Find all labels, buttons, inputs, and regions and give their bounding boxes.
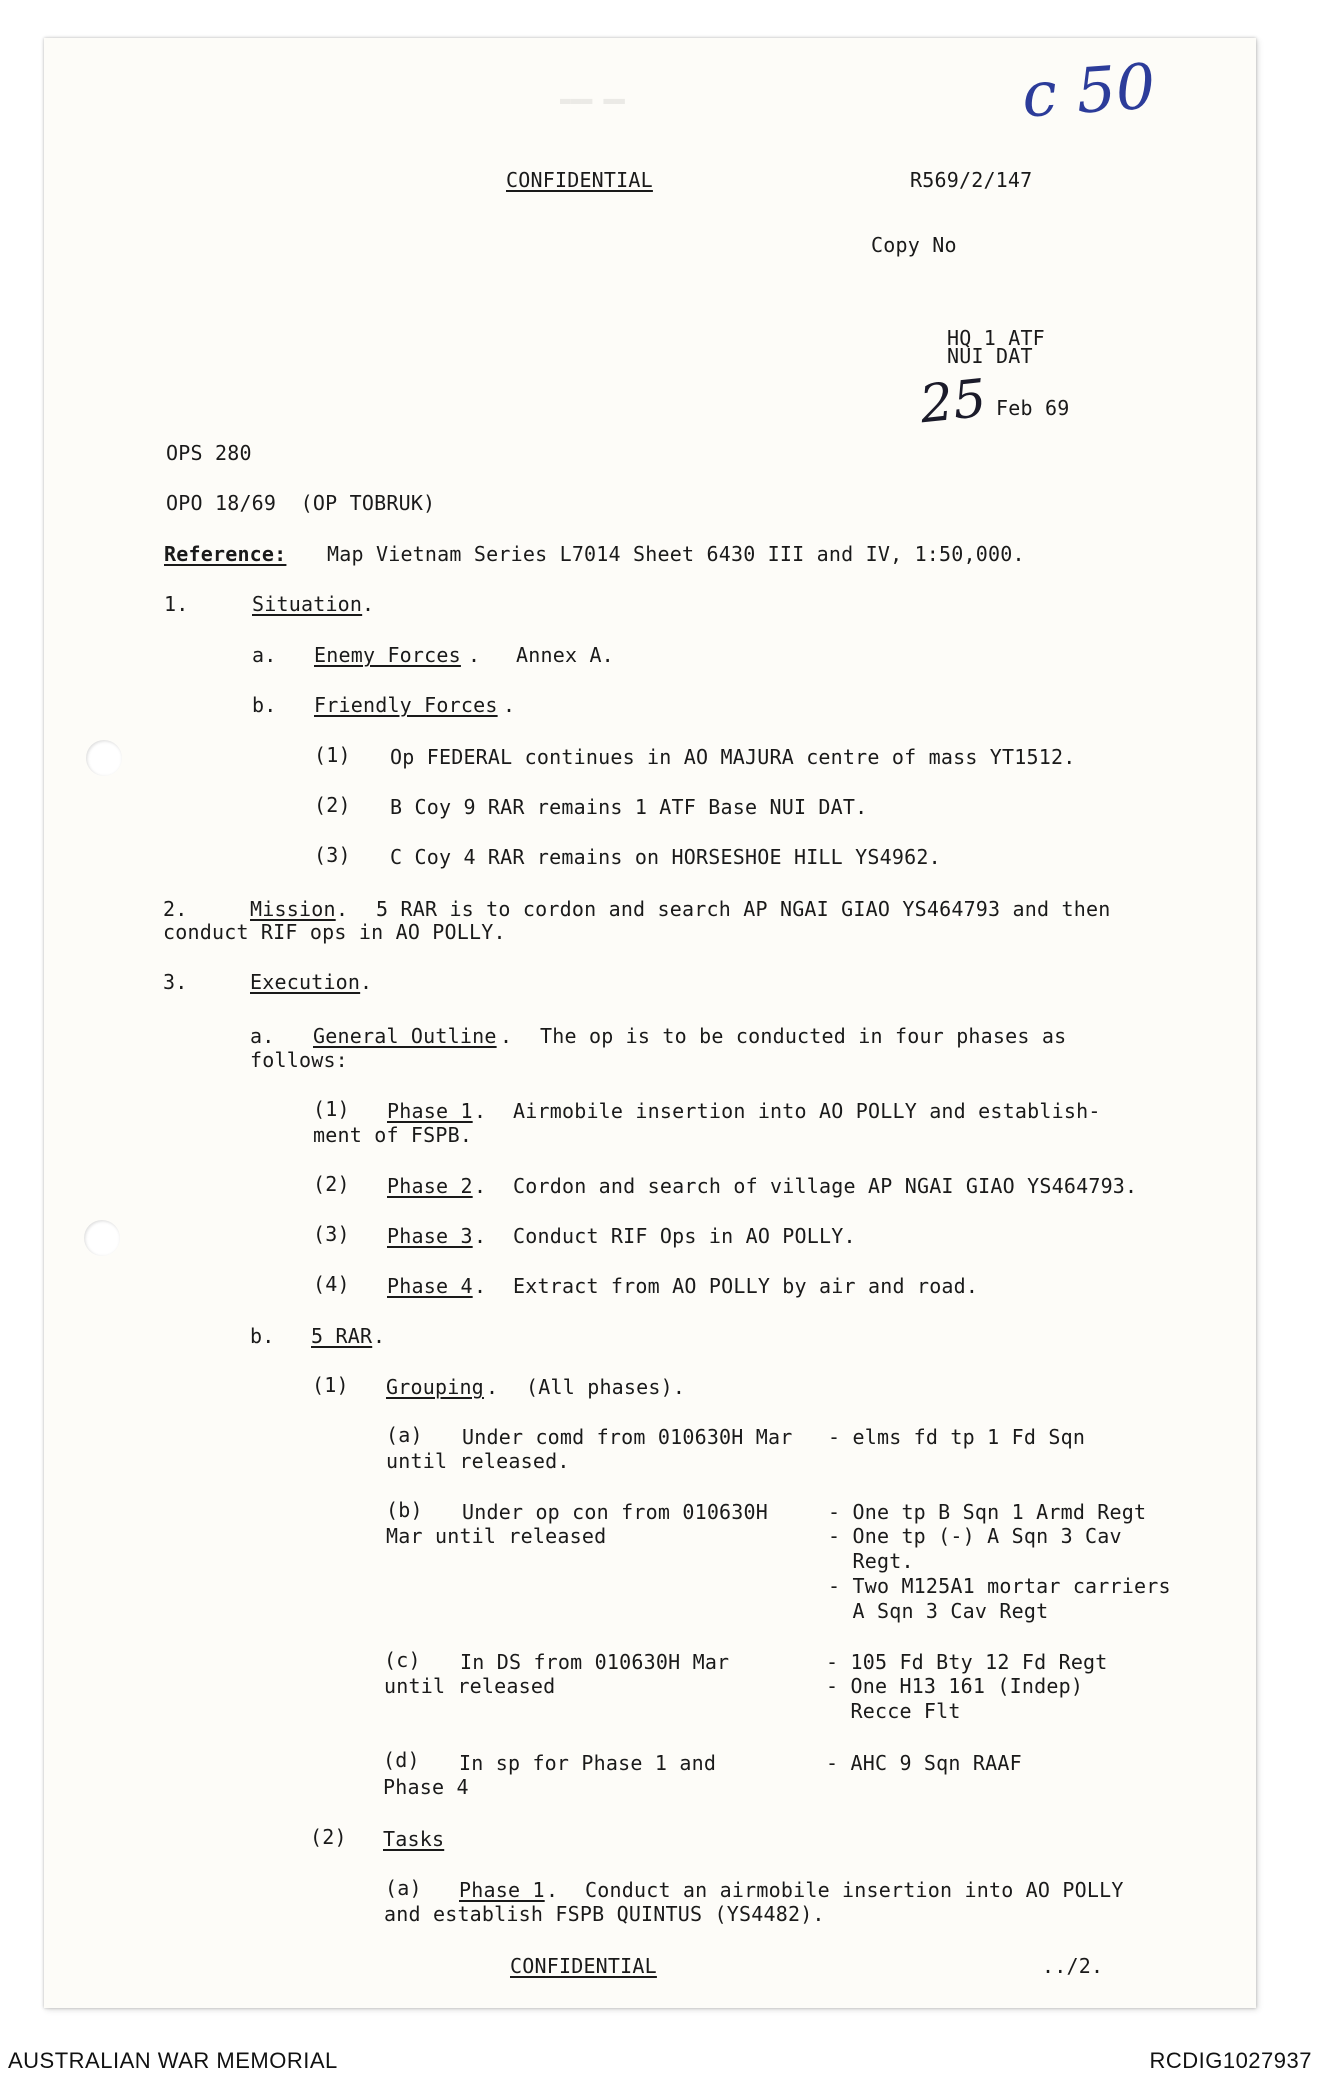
friendly-item-num: (2)	[314, 793, 351, 817]
punch-hole	[84, 1220, 120, 1256]
section-3-number: 3.	[163, 970, 188, 994]
group-left-line-2: Mar until released	[386, 1524, 607, 1548]
group-right-line: - One H13 161 (Indep)	[826, 1674, 1084, 1698]
group-right-line: - AHC 9 Sqn RAAF	[826, 1751, 1022, 1775]
classification-bottom: CONFIDENTIAL	[510, 1954, 657, 1978]
section-1-period: .	[362, 592, 375, 616]
section-1b-title: Friendly Forces	[314, 693, 498, 717]
phase-num: (1)	[313, 1097, 350, 1121]
phase-label: Phase 4	[387, 1274, 473, 1298]
phase-num: (4)	[313, 1272, 350, 1296]
phase-label: Phase 3	[387, 1224, 473, 1248]
phase-period: .	[474, 1274, 487, 1298]
group-right-line: - One tp (-) A Sqn 3 Cav	[828, 1524, 1122, 1548]
section-1a-period: .	[468, 643, 481, 667]
friendly-item-text: C Coy 4 RAR remains on HORSESHOE HILL YS4962.	[390, 845, 941, 869]
general-outline-line-1: The op is to be conducted in four phases as	[540, 1024, 1067, 1048]
section-3a-period: .	[500, 1024, 513, 1048]
document-page	[44, 38, 1256, 2008]
general-outline-line-2: follows:	[250, 1048, 348, 1072]
phase-text-continued: ment of FSPB.	[313, 1123, 473, 1147]
group-letter: (a)	[386, 1423, 423, 1447]
group-right-line: Recce Flt	[826, 1699, 961, 1723]
group-letter: (b)	[386, 1498, 423, 1522]
section-2-period: .	[336, 897, 349, 921]
phase-num: (2)	[313, 1172, 350, 1196]
group-left-line-1: Under op con from 010630H	[462, 1500, 769, 1524]
section-3-title: Execution	[250, 970, 361, 994]
friendly-item-num: (1)	[314, 743, 351, 767]
reference-text: Map Vietnam Series L7014 Sheet 6430 III and IV, 1:50,000.	[327, 542, 1025, 566]
phase-text: Conduct RIF Ops in AO POLLY.	[513, 1224, 856, 1248]
group-right-line: - elms fd tp 1 Fd Sqn	[828, 1425, 1086, 1449]
friendly-item-num: (3)	[314, 843, 351, 867]
group-left-line-2: until released.	[386, 1449, 570, 1473]
tasks-title: Tasks	[383, 1827, 445, 1851]
date-month-year: Feb 69	[996, 396, 1070, 420]
show-through-text: ▬▬▬ ▬▬	[560, 90, 626, 111]
copy-number: Copy No	[871, 233, 957, 257]
mission-line-1: 5 RAR is to cordon and search AP NGAI GIAO YS464793 and then	[376, 897, 1111, 921]
opo-number: OPO 18/69 (OP TOBRUK)	[166, 491, 436, 515]
grouping-period: .	[486, 1375, 499, 1399]
group-letter: (c)	[384, 1648, 421, 1672]
hq-line-1: HQ 1 ATF	[947, 326, 1045, 350]
section-3b-letter: b.	[250, 1324, 275, 1348]
task-a-letter: (a)	[385, 1876, 422, 1900]
tasks-num: (2)	[310, 1825, 347, 1849]
section-3a-letter: a.	[250, 1024, 275, 1048]
friendly-item-text: Op FEDERAL continues in AO MAJURA centre of mass YT1512.	[390, 745, 1076, 769]
punch-hole	[86, 740, 122, 776]
handwritten-folio-number: c 50	[1019, 49, 1158, 132]
section-1-title: Situation	[252, 592, 363, 616]
section-2-title: Mission	[250, 897, 336, 921]
phase-period: .	[474, 1224, 487, 1248]
section-1b-period: .	[503, 693, 516, 717]
file-reference: R569/2/147	[910, 168, 1033, 192]
section-1a-text: Annex A.	[516, 643, 614, 667]
phase-text: Extract from AO POLLY by air and road.	[513, 1274, 979, 1298]
group-right-line: - Two M125A1 mortar carriers	[828, 1574, 1171, 1598]
phase-text: Cordon and search of village AP NGAI GIAO YS464793.	[513, 1174, 1138, 1198]
phase-text: Airmobile insertion into AO POLLY and establish-	[513, 1099, 1101, 1123]
task-a-line-2: and establish FSPB QUINTUS (YS4482).	[384, 1902, 825, 1926]
phase-period: .	[474, 1099, 487, 1123]
grouping-num: (1)	[312, 1373, 349, 1397]
group-right-line: - 105 Fd Bty 12 Fd Regt	[826, 1650, 1108, 1674]
task-a-period: .	[546, 1878, 559, 1902]
section-3b-period: .	[373, 1324, 386, 1348]
section-3-period: .	[360, 970, 373, 994]
footer-record-id: RCDIG1027937	[1149, 2048, 1312, 2073]
group-right-line: Regt.	[828, 1549, 914, 1573]
hq-line-2: NUI DAT	[947, 344, 1033, 368]
grouping-title: Grouping	[386, 1375, 484, 1399]
section-1b-letter: b.	[252, 693, 277, 717]
reference-label: Reference:	[164, 542, 287, 566]
phase-num: (3)	[313, 1222, 350, 1246]
footer-archive-name: AUSTRALIAN WAR MEMORIAL	[8, 2048, 338, 2073]
phase-label: Phase 2	[387, 1174, 473, 1198]
section-1a-title: Enemy Forces	[314, 643, 461, 667]
classification-top: CONFIDENTIAL	[506, 168, 653, 192]
phase-period: .	[474, 1174, 487, 1198]
mission-line-2: conduct RIF ops in AO POLLY.	[163, 920, 506, 944]
friendly-item-text: B Coy 9 RAR remains 1 ATF Base NUI DAT.	[390, 795, 868, 819]
ops-number: OPS 280	[166, 441, 252, 465]
next-page-marker: ../2.	[1042, 1954, 1104, 1978]
section-1-number: 1.	[164, 592, 189, 616]
grouping-text: (All phases).	[526, 1375, 686, 1399]
group-left-line-1: In sp for Phase 1 and	[459, 1751, 717, 1775]
group-left-line-2: until released	[384, 1674, 556, 1698]
section-3b-title: 5 RAR	[311, 1324, 373, 1348]
section-1a-letter: a.	[252, 643, 277, 667]
task-a-label: Phase 1	[459, 1878, 545, 1902]
group-right-line: A Sqn 3 Cav Regt	[828, 1599, 1049, 1623]
phase-label: Phase 1	[387, 1099, 473, 1123]
group-left-line-1: In DS from 010630H Mar	[460, 1650, 730, 1674]
section-2-number: 2.	[163, 897, 188, 921]
group-right-line: - One tp B Sqn 1 Armd Regt	[828, 1500, 1147, 1524]
date-day-handwritten: 25	[917, 368, 990, 436]
section-3a-title: General Outline	[313, 1024, 497, 1048]
group-left-line-1: Under comd from 010630H Mar	[462, 1425, 793, 1449]
task-a-line-1: Conduct an airmobile insertion into AO POLLY	[585, 1878, 1124, 1902]
group-letter: (d)	[383, 1748, 420, 1772]
group-left-line-2: Phase 4	[383, 1775, 469, 1799]
